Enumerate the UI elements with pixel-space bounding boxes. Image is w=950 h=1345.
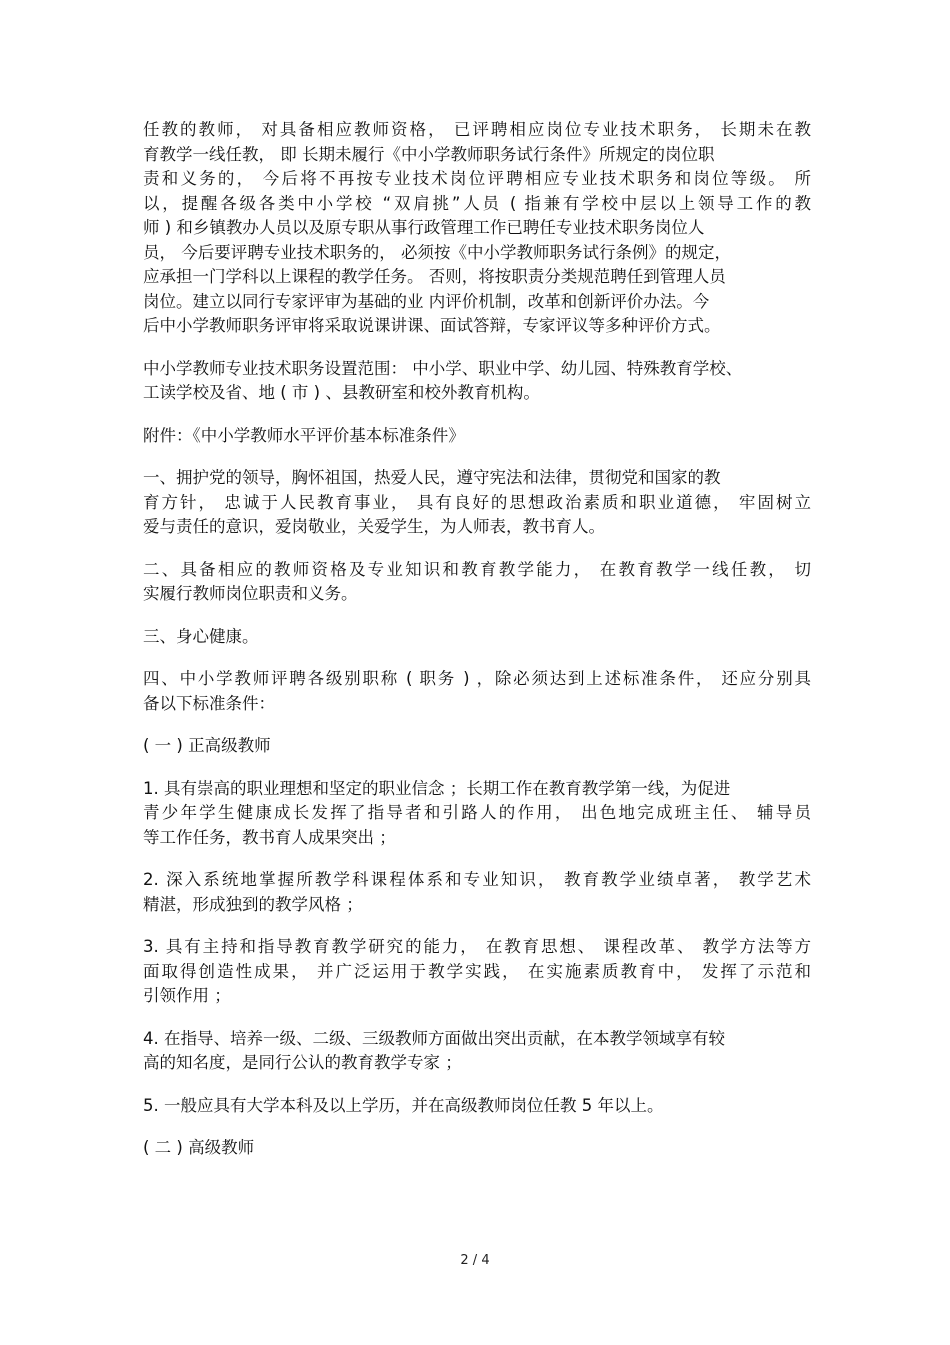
text-line: 高的知名度，是同行公认的教育教学专家 ； — [143, 1053, 462, 1072]
paragraph — [143, 424, 811, 449]
text-line: 师 ) 和乡镇教办人员以及原专职从事行政管理工作已聘任专业技术职务岗位人 — [143, 218, 705, 237]
paragraph — [143, 777, 811, 851]
text-line: 5. 一般应具有大学本科及以上学历，并在高级教师岗位任教 5 年以上。 — [143, 1095, 664, 1115]
paragraph — [143, 734, 811, 759]
text-line: 一、拥护党的领导，胸怀祖国，热爱人民，遵守宪法和法律，贯彻党和国家的教 — [143, 468, 721, 487]
text-line: 面取得创造性成果， 并广泛运用于教学实践， 在实施素质教育中， 发挥了示范和 — [143, 961, 811, 981]
paragraph — [143, 868, 811, 917]
text-line: 岗位。建立以同行专家评审为基础的业 内评价机制，改革和创新评价办法。今 — [143, 291, 710, 311]
paragraph — [143, 466, 811, 540]
paragraph — [143, 667, 811, 716]
paragraph — [143, 1094, 811, 1119]
text-line: 1. 具有崇高的职业理想和坚定的职业信念 ；长期工作在教育教学第一线，为促进 — [143, 778, 731, 798]
text-line: 等工作任务，教书育人成果突出 ； — [143, 827, 396, 847]
text-line: 引领作用 ； — [143, 986, 231, 1005]
text-line: ( 一 ) 正高级教师 — [143, 736, 271, 755]
text-line: 中小学教师专业技术职务设置范围： 中小学、职业中学、幼儿园、特殊教育学校、 — [143, 358, 743, 378]
paragraph — [143, 935, 811, 1009]
text-line: 2. 深入系统地掌握所教学科课程体系和专业知识， 教育教学业绩卓著， 教学艺术 — [143, 870, 811, 889]
text-line: 育方针， 忠诚于人民教育事业， 具有良好的思想政治素质和职业道德， 牢固树立 — [143, 492, 811, 512]
page-number: 2 / 4 — [460, 1253, 490, 1268]
paragraph — [143, 1136, 811, 1161]
paragraph — [143, 1027, 811, 1076]
text-line: 三、身心健康。 — [143, 626, 259, 646]
text-line: 实履行教师岗位职责和义务。 — [143, 584, 358, 603]
paragraph — [143, 625, 811, 650]
text-line: 后中小学教师职务评审将采取说课讲课、面试答辩，专家评议等多种评价方式。 — [143, 316, 721, 335]
text-line: 以，提醒各级各类中小学校 “双肩挑”人员 ( 指兼有学校中层以上领导工作的教 — [143, 193, 811, 213]
document-body — [143, 118, 811, 1179]
text-line: 青少年学生健康成长发挥了指导者和引路人的作用， 出色地完成班主任、 辅导员 — [143, 803, 811, 822]
text-line: 员， 今后要评聘专业技术职务的， 必须按《中小学教师职务试行条例》的规定， — [143, 242, 731, 262]
paragraph — [143, 558, 811, 607]
paragraph — [143, 118, 811, 339]
text-line: 二、具备相应的教师资格及专业知识和教育教学能力， 在教育教学一线任教， 切 — [143, 559, 811, 579]
text-line: 附件：《中小学教师水平评价基本标准条件》 — [143, 425, 465, 445]
text-line: 责和义务的， 今后将不再按专业技术岗位评聘相应专业技术职务和岗位等级。 所 — [143, 169, 811, 188]
text-line: 3. 具有主持和指导教育教学研究的能力， 在教育思想、 课程改革、 教学方法等方 — [143, 937, 811, 956]
text-line: 工读学校及省、地 ( 市 ) 、县教研室和校外教育机构。 — [143, 383, 540, 402]
paragraph — [143, 357, 811, 406]
text-line: 四、中小学教师评聘各级别职称 ( 职务 ) ，除必须达到上述标准条件， 还应分别具 — [143, 669, 811, 688]
text-line: 任教的教师， 对具备相应教师资格， 已评聘相应岗位专业技术职务， 长期未在教 — [143, 120, 811, 139]
text-line: 4. 在指导、培养一级、二级、三级教师方面做出突出贡献，在本教学领域享有较 — [143, 1028, 725, 1048]
text-line: 备以下标准条件： — [143, 693, 275, 713]
text-line: 爱与责任的意识，爱岗敬业，关爱学生，为人师表，教书育人。 — [143, 517, 605, 536]
text-line: ( 二 ) 高级教师 — [143, 1138, 255, 1157]
text-line: 精湛，形成独到的教学风格 ； — [143, 894, 363, 914]
text-line: 育教学一线任教， 即 长期未履行《中小学教师职务试行条件》所规定的岗位职 — [143, 144, 715, 164]
text-line: 应承担一门学科以上课程的教学任务。 否则，将按职责分类规范聘任到管理人员 — [143, 267, 726, 286]
